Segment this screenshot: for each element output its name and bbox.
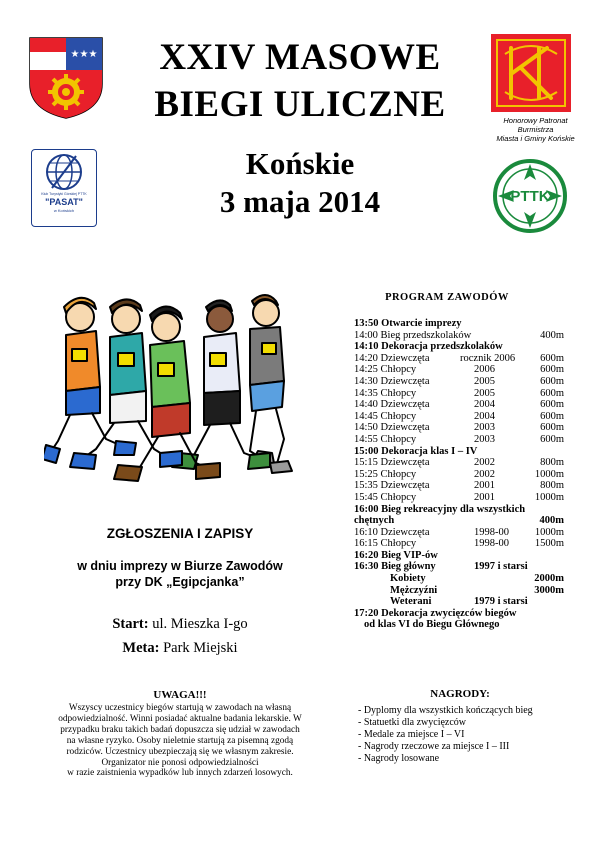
program-row-year: 1997 i starsi	[474, 561, 528, 573]
patron-line2: Burmistrza	[517, 125, 554, 134]
program-row-label: 14:10 Dekoracja przedszkolaków	[354, 341, 503, 353]
program-row-distance: 600m	[540, 387, 564, 399]
program-row	[354, 388, 569, 400]
pasat-club-subtitle: Klub Turystyki Górskiej PTTK	[41, 192, 87, 196]
prize-item: - Nagrody losowane	[358, 753, 440, 764]
program-row-distance: 800m	[540, 480, 564, 492]
prizes-heading: NAGRODY:	[430, 688, 490, 700]
program-row-label: 17:20 Dekoracja zwycięzców biegów	[354, 607, 517, 619]
notice-line: w razie zaistnienia wypadków lub innych zdarzeń losowych.	[67, 768, 293, 779]
program-row	[354, 515, 569, 527]
program-row	[354, 608, 569, 620]
program-row-label: 14:55 Chłopcy	[354, 433, 417, 445]
program-row-distance: 400m	[540, 329, 564, 341]
pasat-club-logo	[31, 149, 97, 227]
notice-line: rodziców. Uczestnicy ubezpieczają się we własnym zakresie.	[66, 746, 294, 757]
event-title-line1: XXIV MASOWE	[159, 37, 441, 78]
program-row	[354, 318, 569, 330]
program-row-year: 2004	[474, 410, 495, 422]
program-row	[354, 550, 569, 562]
program-row-year: 2001	[474, 491, 495, 503]
program-row	[354, 492, 569, 504]
program-row-label: chętnych	[354, 515, 395, 527]
program-row-year: 1979 i starsi	[474, 596, 528, 608]
program-row-label: 14:25 Chłopcy	[354, 364, 417, 376]
patron-line3: Miasta i Gminy Końskie	[496, 134, 575, 143]
prize-item: - Dyplomy dla wszystkich kończących bieg	[358, 705, 533, 716]
meta-value: Park Miejski	[163, 640, 238, 656]
program-row-year: 2004	[474, 399, 495, 411]
prize-item: - Statuetki dla zwycięzców	[358, 717, 467, 728]
pttk-logo-text: PTTK	[510, 188, 550, 205]
program-row-label: 15:35 Dziewczęta	[354, 480, 430, 492]
program-row-label: 14:40 Dziewczęta	[354, 399, 430, 411]
program-row-distance: 600m	[540, 364, 564, 376]
pttk-logo	[492, 158, 568, 234]
program-row-year: 1998-00	[474, 526, 509, 538]
program-row-label: 16:10 Dziewczęta	[354, 526, 430, 538]
notice-text	[40, 703, 320, 779]
program-row-label: 15:45 Chłopcy	[354, 491, 417, 503]
program-row-year: 2003	[474, 422, 495, 434]
program-row	[354, 585, 569, 597]
event-title-line2: BIEGI ULICZNE	[154, 84, 446, 125]
event-date: 3 maja 2014	[219, 184, 381, 219]
registration-info	[40, 558, 320, 590]
program-row-label: 16:00 Bieg rekreacyjny dla wszystkich	[354, 503, 526, 515]
meta-label: Meta:	[122, 640, 160, 656]
program-row-distance: 800m	[540, 457, 564, 469]
program-row-distance: 600m	[540, 375, 564, 387]
program-row-label: 15:25 Chłopcy	[354, 468, 417, 480]
program-row	[354, 527, 569, 539]
registration-line2: przy DK „Egipcjanka”	[115, 575, 245, 589]
notice-line: odpowiedzialność. Winni posiadać aktualne badania lekarskie. W	[58, 713, 302, 724]
program-row-year: 1998-00	[474, 538, 509, 550]
globe-icon	[42, 152, 86, 192]
program-row-label: 15:15 Dziewczęta	[354, 457, 430, 469]
program-row	[354, 399, 569, 411]
konskie-emblem-logo	[491, 34, 571, 112]
program-row-label: 14:30 Dziewczęta	[354, 375, 430, 387]
program-row-distance: 1000m	[534, 491, 564, 503]
program-row-label: Weterani	[390, 596, 432, 608]
prize-item: - Medale za miejsce I – VI	[358, 729, 465, 740]
program-row	[354, 504, 569, 516]
program-heading: PROGRAM ZAWODÓW	[385, 292, 509, 303]
registration-line1: w dniu imprezy w Biurze Zawodów	[77, 559, 283, 573]
program-row-label: 16:30 Bieg główny	[354, 561, 436, 573]
program-row-label: Kobiety	[390, 573, 426, 585]
patron-text	[478, 116, 593, 143]
program-row-label: 16:20 Bieg VIP-ów	[354, 549, 438, 561]
program-row	[354, 434, 569, 446]
program-row	[354, 330, 569, 342]
program-row-distance: 400m	[539, 515, 564, 527]
program-row-label: 14:45 Chłopcy	[354, 410, 417, 422]
program-row-distance: 3000m	[534, 584, 564, 596]
running-children-illustration	[44, 283, 306, 491]
program-row-distance: 600m	[540, 352, 564, 364]
patron-line1: Honorowy Patronat	[503, 116, 568, 125]
program-schedule	[354, 318, 569, 631]
pasat-club-city: w Końskich	[53, 208, 75, 213]
program-row-label: 14:35 Chłopcy	[354, 387, 417, 399]
program-row-year: 2006	[474, 364, 495, 376]
prize-item: - Nagrody rzeczowe za miejsce I – III	[358, 741, 510, 752]
program-row	[354, 561, 569, 573]
notice-heading: UWAGA!!!	[153, 689, 207, 701]
program-row	[354, 422, 569, 434]
program-row	[354, 446, 569, 458]
program-row	[354, 469, 569, 481]
notice-line: przypadku braku takich badań dopuszcza się udział w zawodach	[60, 724, 300, 735]
program-row	[354, 376, 569, 388]
program-row-year: 2001	[474, 480, 495, 492]
event-city: Końskie	[245, 146, 355, 181]
program-row-label: 13:50 Otwarcie imprezy	[354, 318, 462, 329]
program-row-year: 2003	[474, 433, 495, 445]
program-row	[354, 411, 569, 423]
program-row-category: rocznik 2006	[460, 352, 516, 364]
pasat-club-name: "PASAT"	[45, 197, 83, 207]
notice-line: Organizator nie ponosi odpowiedzialności	[101, 757, 259, 768]
prizes-list	[358, 705, 533, 765]
program-row-distance: 600m	[540, 422, 564, 434]
program-row	[354, 480, 569, 492]
program-row-label: 14:20 Dziewczęta	[354, 352, 430, 364]
notice-line: na własne ryzyko. Osoby nieletnie startują za pisemną zgodą	[66, 735, 294, 746]
program-row-year: 2002	[474, 457, 495, 469]
start-value: ul. Mieszka I-go	[152, 616, 248, 632]
program-row-distance: 1500m	[534, 538, 564, 550]
svg-text:★★★: ★★★	[70, 49, 98, 60]
program-row-year: 2002	[474, 468, 495, 480]
program-row-label: 14:00 Bieg przedszkolaków	[354, 329, 472, 341]
program-row	[354, 619, 569, 631]
program-row-label: Mężczyźni	[390, 584, 438, 596]
program-row	[354, 596, 569, 608]
program-row-label: 14:50 Dziewczęta	[354, 422, 430, 434]
program-row	[354, 457, 569, 469]
program-row	[354, 573, 569, 585]
town-crest-logo	[28, 36, 104, 120]
program-row	[354, 353, 569, 365]
program-row-label: 15:00 Dekoracja klas I – IV	[354, 445, 478, 457]
start-label: Start:	[112, 616, 149, 632]
program-row-distance: 600m	[540, 433, 564, 445]
program-row-distance: 600m	[540, 399, 564, 411]
program-row	[354, 341, 569, 353]
program-row	[354, 538, 569, 550]
program-row-year: 2005	[474, 387, 495, 399]
program-row-distance: 2000m	[534, 573, 564, 585]
program-row-label: 16:15 Chłopcy	[354, 538, 417, 550]
notice-line: Wszyscy uczestnicy biegów startują w zawodach na własną	[68, 703, 292, 713]
program-row-distance: 1000m	[534, 526, 564, 538]
program-row-distance: 1000m	[534, 468, 564, 480]
finish-location	[60, 640, 300, 657]
program-row-label: od klas VI do Biegu Głównego	[364, 619, 500, 631]
program-row-year: 2005	[474, 375, 495, 387]
program-row-distance: 600m	[540, 410, 564, 422]
start-location	[60, 616, 300, 633]
program-row	[354, 364, 569, 376]
registration-heading: ZGŁOSZENIA I ZAPISY	[106, 526, 254, 541]
